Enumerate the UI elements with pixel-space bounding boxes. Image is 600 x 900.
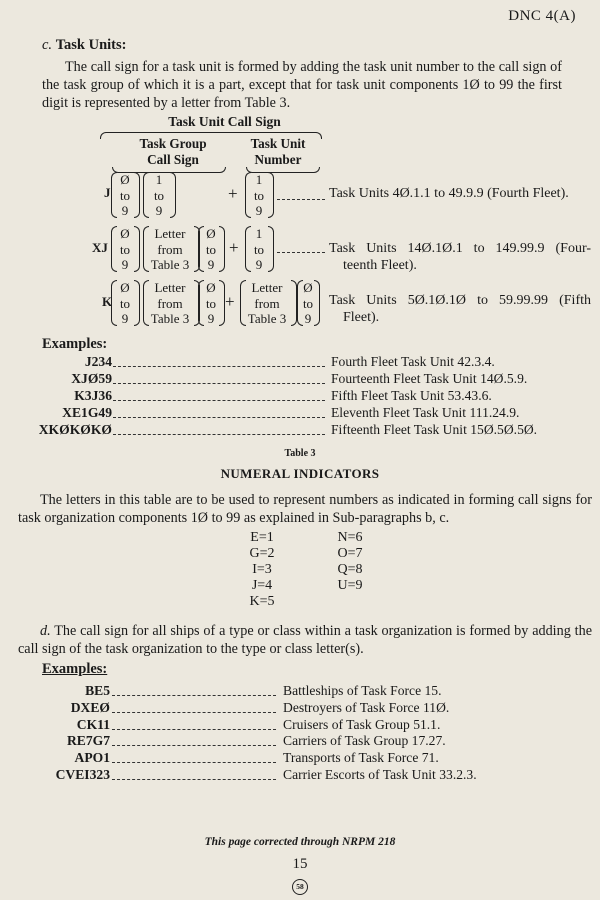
- row-2-unit-stack: [250, 226, 268, 273]
- row-1-brace-right: [134, 172, 140, 218]
- row-2-desc-line-1: Task Units 14Ø.1Ø.1 to 149.99.9 (Four-: [329, 241, 591, 256]
- table-3-paragraph: The letters in this table are to be used to represent numbers as indicated in forming call signs for task organization components 1Ø to 99 as explained in Sub-paragraphs b, c.: [18, 492, 592, 526]
- example-code: CK11: [76, 716, 110, 732]
- row-2-digit-stack: [116, 226, 134, 273]
- example-leader: [112, 779, 276, 780]
- stack-value: Table 3: [150, 257, 190, 272]
- example-desc: Fourth Fleet Task Unit 42.3.4.: [331, 354, 495, 369]
- stack-value: to: [205, 241, 217, 257]
- numeral-entry: Q=8: [337, 562, 363, 577]
- page-number: 15: [292, 856, 308, 872]
- stack-value: Ø: [120, 172, 130, 187]
- example-code: XJØ59: [71, 371, 112, 386]
- stack-value: to: [253, 241, 265, 257]
- numeral-entry: O=7: [337, 546, 363, 561]
- stack-value: 9: [255, 257, 263, 272]
- example-leader: [113, 417, 325, 418]
- stack-value: from: [157, 241, 183, 257]
- stack-value: 1: [255, 172, 263, 187]
- row-1-digit-stack: [116, 172, 134, 219]
- col-task-group-line-2: Call Sign: [147, 152, 199, 167]
- stack-value: Table 3: [150, 311, 190, 326]
- example-leader: [112, 745, 276, 746]
- example-desc: Fourteenth Fleet Task Unit 14Ø.5.9.: [331, 371, 528, 386]
- stack-value: 9: [121, 311, 129, 326]
- example-desc: Eleventh Fleet Task Unit 111.24.9.: [331, 405, 520, 420]
- example-leader: [113, 400, 325, 401]
- list-item: [40, 422, 600, 439]
- stack-value: Table 3: [247, 311, 287, 326]
- example-leader: [113, 383, 325, 384]
- list-item: [0, 700, 600, 717]
- list-item: [40, 388, 600, 405]
- row-2-leader: [277, 252, 325, 253]
- example-desc: Battleships of Task Force 15.: [283, 683, 442, 698]
- col-task-group-line-1: Task Group: [139, 136, 207, 151]
- stack-value: from: [254, 295, 280, 311]
- example-code: APO1: [74, 750, 110, 766]
- row-2-plus: +: [229, 238, 239, 257]
- row-3-desc-line-1: Task Units 5Ø.1Ø.1Ø to 59.99.99 (Fifth: [329, 293, 591, 308]
- row-2-letter-stack: [146, 226, 194, 273]
- row-1-brace-right-2: [170, 172, 176, 218]
- numeral-entry: J=4: [251, 578, 273, 593]
- col-task-group: [118, 136, 228, 168]
- list-item: [0, 683, 600, 700]
- example-desc: Destroyers of Task Force 11Ø.: [283, 699, 450, 715]
- row-1-brace-right-3: [268, 172, 274, 218]
- row-2-digit-stack-2: [203, 226, 219, 273]
- example-leader: [113, 366, 325, 367]
- stack-value: to: [205, 295, 217, 311]
- example-desc: Cruisers of Task Group 51.1.: [283, 716, 441, 732]
- example-leader: [112, 729, 276, 730]
- example-leader: [112, 695, 276, 696]
- stack-value: Ø: [206, 226, 216, 241]
- printer-mark: 58: [292, 879, 308, 895]
- example-desc: Transports of Task Force 71.: [283, 750, 439, 766]
- row-2-brace-right: [134, 226, 140, 272]
- stack-value: Ø: [303, 280, 313, 295]
- example-code: J234: [84, 354, 112, 369]
- stack-value: 9: [255, 203, 263, 218]
- row-1-unit-stack: [250, 172, 268, 219]
- row-3-brace-right: [134, 280, 140, 326]
- stack-value: 9: [121, 203, 129, 218]
- row-2-brace-right-4: [268, 226, 274, 272]
- stack-value: from: [157, 295, 183, 311]
- section-d-label: d.: [40, 623, 51, 639]
- stack-value: Ø: [120, 226, 130, 241]
- table-3-label: Table 3: [284, 448, 316, 459]
- example-code: XKØKØKØ: [38, 422, 112, 437]
- row-1-plus: +: [228, 184, 238, 203]
- stack-value: 9: [155, 203, 163, 218]
- list-item: [0, 767, 600, 784]
- numeral-col-1: [245, 530, 279, 610]
- stack-value: 9: [207, 257, 215, 272]
- section-c-paragraph: The call sign for a task unit is formed by adding the task unit number to the call sign of the task group of which it is a part, except that for task unit components 1Ø to 99 the first digit is represented by a letter from Table 3.: [42, 59, 562, 111]
- example-leader: [112, 762, 276, 763]
- row-1-leader: [277, 199, 325, 200]
- stack-value: Letter: [154, 226, 186, 241]
- example-code: K3J36: [74, 388, 112, 403]
- section-c-label: c.: [42, 37, 53, 53]
- list-item: [0, 750, 600, 767]
- numeral-entry: K=5: [249, 594, 275, 609]
- row-1-prefix: J: [104, 185, 111, 200]
- row-3-desc: [329, 292, 591, 326]
- row-3-letter-stack: [146, 280, 194, 327]
- row-3-letter-stack-2: [243, 280, 291, 327]
- list-item: [0, 717, 600, 734]
- stack-value: to: [302, 295, 314, 311]
- list-item: [40, 354, 600, 371]
- stack-value: to: [119, 241, 131, 257]
- example-leader: [112, 712, 276, 713]
- stack-value: to: [153, 187, 165, 203]
- section-c-title: Task Units:: [55, 37, 127, 53]
- numeral-col-2: [333, 530, 367, 594]
- section-c-heading: [42, 37, 126, 54]
- col-task-unit-line-2: Number: [254, 152, 302, 167]
- row-2-brace-right-3: [219, 226, 225, 272]
- stack-value: 9: [121, 257, 129, 272]
- example-code: RE7G7: [66, 733, 110, 749]
- stack-value: 9: [304, 311, 312, 326]
- row-3-desc-line-2: Fleet).: [343, 310, 380, 325]
- row-2-desc: [329, 240, 591, 274]
- examples-1-title: Examples:: [42, 336, 108, 352]
- examples-1-list: [40, 354, 600, 439]
- numeral-entry: E=1: [250, 530, 274, 545]
- row-2-prefix: XJ: [92, 240, 108, 255]
- row-3-brace-right-5: [314, 280, 320, 326]
- stack-value: Ø: [206, 280, 216, 295]
- example-code: DXEØ: [70, 699, 110, 715]
- numeral-entry: I=3: [252, 562, 272, 577]
- row-3-plus: +: [225, 292, 235, 311]
- row-3-digit-stack-2: [203, 280, 219, 327]
- row-3-digit-stack: [116, 280, 134, 327]
- stack-value: 1: [255, 226, 263, 241]
- stack-value: Letter: [154, 280, 186, 295]
- row-2-desc-line-2: teenth Fleet).: [343, 258, 417, 273]
- examples-2-list: [0, 683, 600, 784]
- example-code: CVEI323: [55, 766, 110, 782]
- example-code: XE1G49: [62, 405, 112, 420]
- col-task-unit-line-1: Task Unit: [250, 136, 306, 151]
- example-desc: Carriers of Task Group 17.27.: [283, 733, 446, 749]
- example-desc: Carrier Escorts of Task Unit 33.2.3.: [283, 766, 477, 782]
- row-1-desc: Task Units 4Ø.1.1 to 49.9.9 (Fourth Fleet).: [329, 186, 569, 201]
- section-d-text: The call sign for all ships of a type or class within a task organization is formed by adding the call sign of the task organization to the type or class letter(s).: [18, 623, 592, 657]
- document-id: DNC 4(A): [508, 8, 576, 24]
- list-item: [40, 371, 600, 388]
- row-3-digit-stack-3: [302, 280, 314, 327]
- numeral-entry: U=9: [337, 578, 363, 593]
- section-d-paragraph: [18, 622, 592, 658]
- stack-value: to: [253, 187, 265, 203]
- numeral-entry: G=2: [249, 546, 275, 561]
- list-item: [40, 405, 600, 422]
- row-3-prefix: K: [102, 294, 113, 309]
- correction-note: This page corrected through NRPM 218: [204, 836, 396, 848]
- stack-value: to: [119, 295, 131, 311]
- stack-value: Ø: [120, 280, 130, 295]
- list-item: [0, 733, 600, 750]
- stack-value: Letter: [251, 280, 283, 295]
- row-1-one-stack: [148, 172, 170, 219]
- table-3-title: NUMERAL INDICATORS: [220, 466, 380, 481]
- example-desc: Fifth Fleet Task Unit 53.43.6.: [331, 388, 492, 403]
- example-desc: Fifteenth Fleet Task Unit 15Ø.5Ø.5Ø.: [331, 422, 538, 437]
- example-leader: [113, 434, 325, 435]
- examples-2-title: Examples:: [42, 661, 108, 677]
- numeral-entry: N=6: [337, 530, 363, 545]
- stack-value: 1: [155, 172, 163, 187]
- example-code: BE5: [85, 683, 110, 698]
- col-task-unit: [238, 136, 318, 168]
- diagram-title: Task Unit Call Sign: [168, 114, 281, 129]
- stack-value: 9: [207, 311, 215, 326]
- stack-value: to: [119, 187, 131, 203]
